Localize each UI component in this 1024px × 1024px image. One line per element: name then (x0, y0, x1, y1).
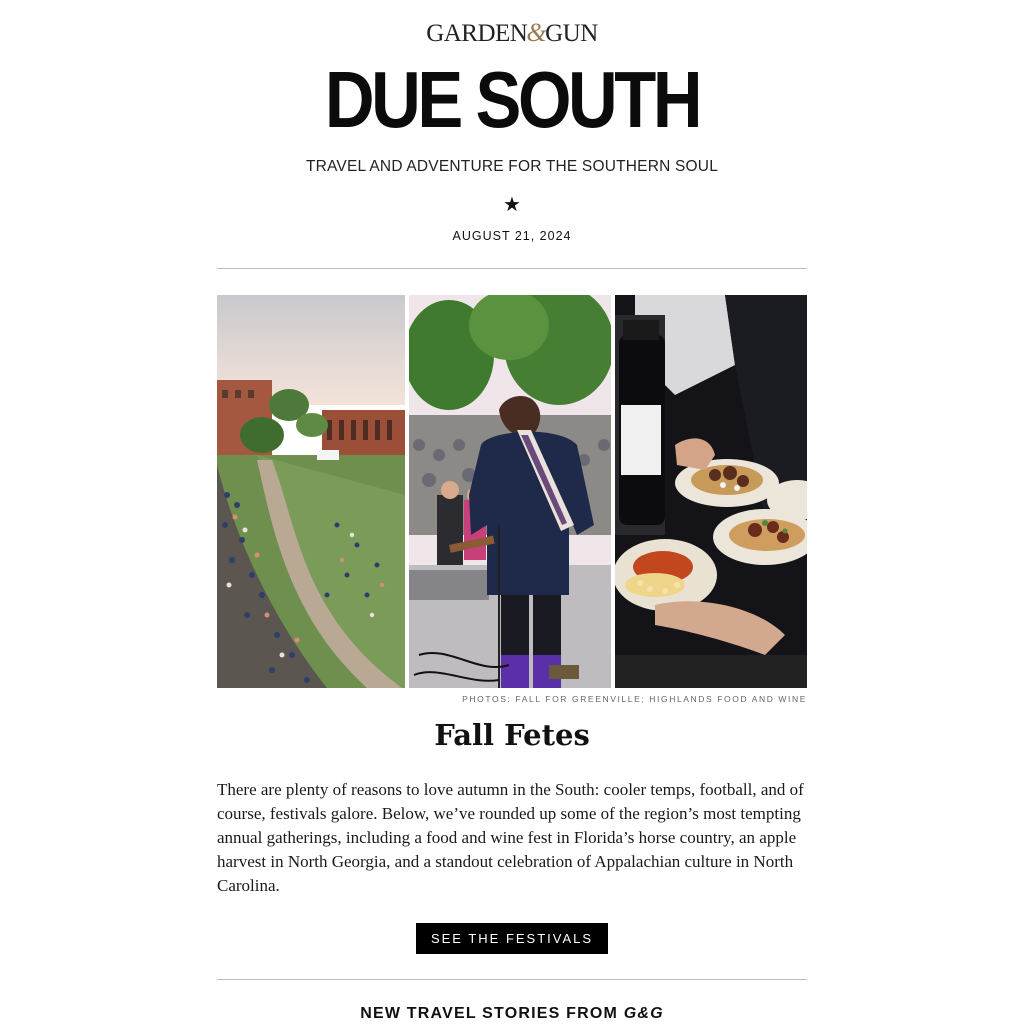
brand-left: GARDEN (426, 20, 528, 47)
brand-right: GUN (545, 20, 598, 47)
divider (217, 979, 807, 980)
issue-date: AUGUST 21, 2024 (452, 229, 572, 243)
section-title-emphasis: G&G (623, 1005, 664, 1022)
see-the-festivals-button[interactable]: SEE THE FESTIVALS (416, 923, 608, 954)
brand-ampersand: & (526, 18, 547, 47)
photo-credit: PHOTOS: FALL FOR GREENVILLE; HIGHLANDS FOOD AND WINE (462, 694, 807, 704)
divider (217, 268, 807, 269)
hero-photo-musician (409, 295, 611, 688)
hero-photo-amphitheater (217, 295, 405, 688)
star-icon: ★ (503, 192, 521, 216)
newsletter-tagline: TRAVEL AND ADVENTURE FOR THE SOUTHERN SOUL (305, 158, 719, 175)
section-title-prefix: NEW TRAVEL STORIES FROM (360, 1005, 624, 1022)
article-title[interactable]: Fall Fetes (434, 718, 590, 752)
article-body: There are plenty of reasons to love autumn in the South: cooler temps, football, and of course, festivals galore. Below, we’ve rounded up some of the region’s most tempting annual gatherings, including a food and wine fest in Florida’s horse country, an apple harvest in North Georgia, and a standout celebration of Appalachian culture in North Carolina. (217, 780, 804, 895)
garden-and-gun-logo[interactable] (217, 18, 807, 48)
section-title-new-travel-stories (217, 1005, 807, 1023)
newsletter-masthead: DUE SOUTH (324, 55, 700, 144)
hero-image[interactable] (217, 295, 807, 688)
hero-photo-food-wine (615, 295, 807, 688)
